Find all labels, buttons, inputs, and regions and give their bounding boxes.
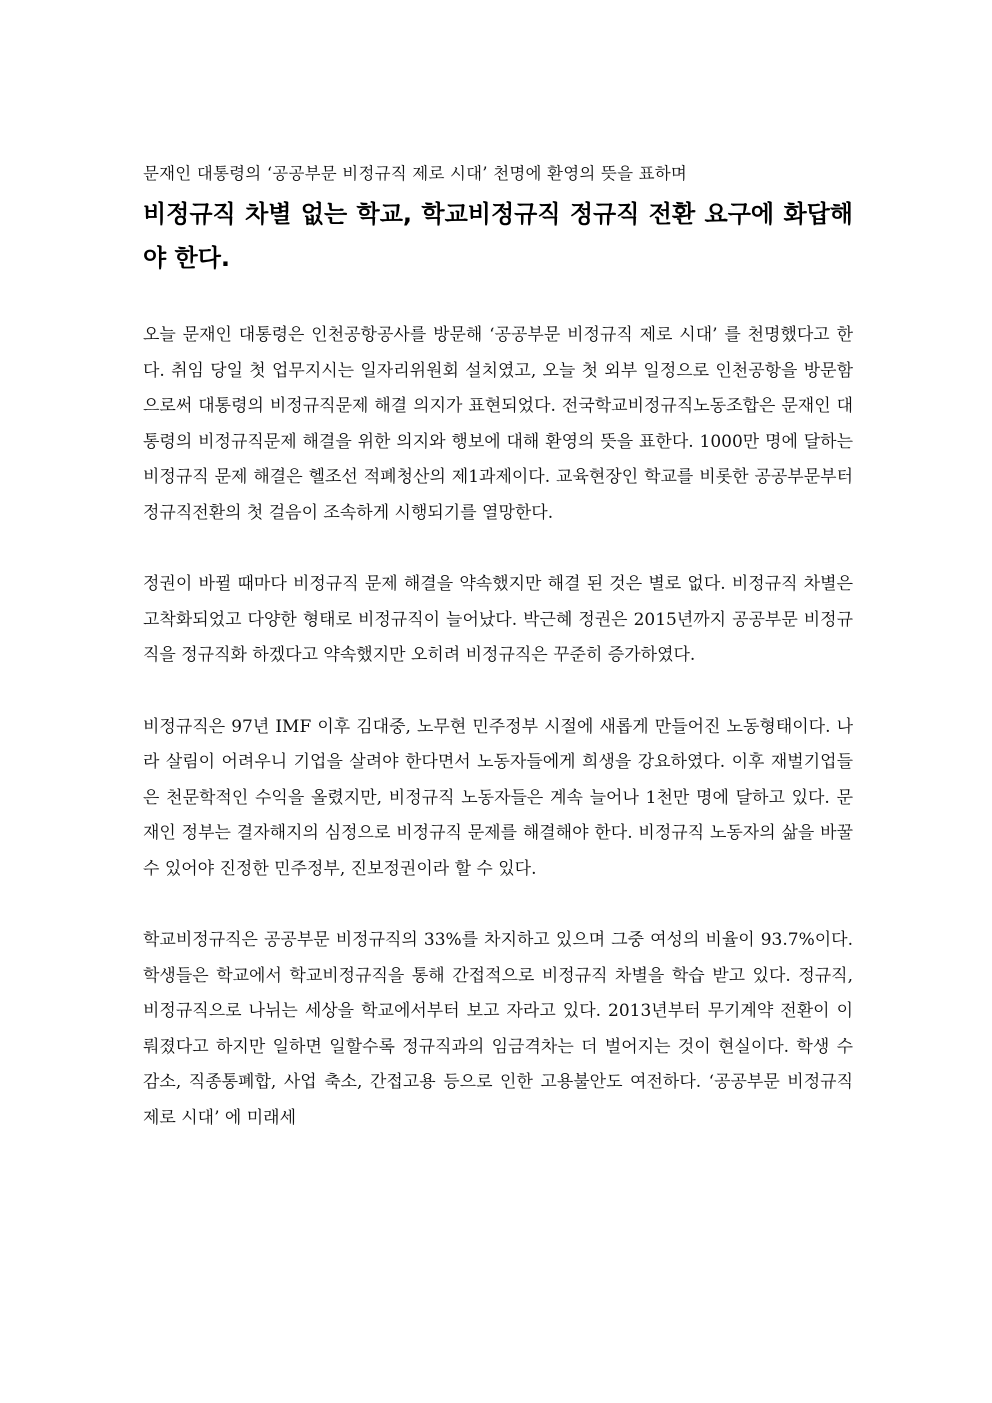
paragraph-1: 오늘 문재인 대통령은 인천공항공사를 방문해 ‘공공부문 비정규직 제로 시대’ 를 천명했다고 한다. 취임 당일 첫 업무지시는 일자리위원회 설치였고, 오늘 첫 외부 일정으로 인천공항을 방문함으로써 대통령의 비정규직문제 해결 의지가 표현되었다. 전국학교비정규직노동조합은 문재인 대통령의 비정규직문제 해결을 위한 의지와 행보에 대해 환영의 뜻을 표한다. 1000만 명에 달하는 비정규직 문제 해결은 헬조선 적폐청산의 제1과제이다. 교육현장인 학교를 비롯한 공공부문부터 정규직전환의 첫 걸음이 조속하게 시행되기를 열망한다. <box>143 325 853 523</box>
paragraph-4: 학교비정규직은 공공부문 비정규직의 33%를 차지하고 있으며 그중 여성의 비율이 93.7%이다. 학생들은 학교에서 학교비정규직을 통해 간접적으로 비정규직 차별을 학습 받고 있다. 정규직, 비정규직으로 나뉘는 세상을 학교에서부터 보고 자라고 있다. 2013년부터 무기계약 전환이 이뤄졌다고 하지만 일하면 일할수록 정규직과의 임금격차는 더 벌어지는 것이 현실이다. 학생 수 감소, 직종통폐합, 사업 축소, 간접고용 등으로 인한 고용불안도 여전하다. ‘공공부문 비정규직 제로 시대’ 에 미래세 <box>143 930 853 1128</box>
document-content <box>143 160 853 1172</box>
paragraph-3: 비정규직은 97년 IMF 이후 김대중, 노무현 민주정부 시절에 새롭게 만들어진 노동형태이다. 나라 살림이 어려우니 기업을 살려야 한다면서 노동자들에게 희생을 강요하였다. 이후 재벌기업들은 천문학적인 수익을 올렸지만, 비정규직 노동자들은 계속 늘어나 1천만 명에 달하고 있다. 문재인 정부는 결자해지의 심정으로 비정규직 문제를 해결해야 한다. 비정규직 노동자의 삶을 바꿀 수 있어야 진정한 민주정부, 진보정권이라 할 수 있다. <box>143 716 853 879</box>
document-body <box>143 318 853 1136</box>
document-subtitle: 문재인 대통령의 ‘공공부문 비정규직 제로 시대’ 천명에 환영의 뜻을 표하며 <box>143 164 688 183</box>
paragraph-2: 정권이 바뀔 때마다 비정규직 문제 해결을 약속했지만 해결 된 것은 별로 없다. 비정규직 차별은 고착화되었고 다양한 형태로 비정규직이 늘어났다. 박근혜 정권은 2015년까지 공공부문 비정규직을 정규직화 하겠다고 약속했지만 오히려 비정규직은 꾸준히 증가하였다. <box>143 574 853 665</box>
document-title: 비정규직 차별 없는 학교, 학교비정규직 정규직 전환 요구에 화답해야 한다. <box>143 200 853 272</box>
